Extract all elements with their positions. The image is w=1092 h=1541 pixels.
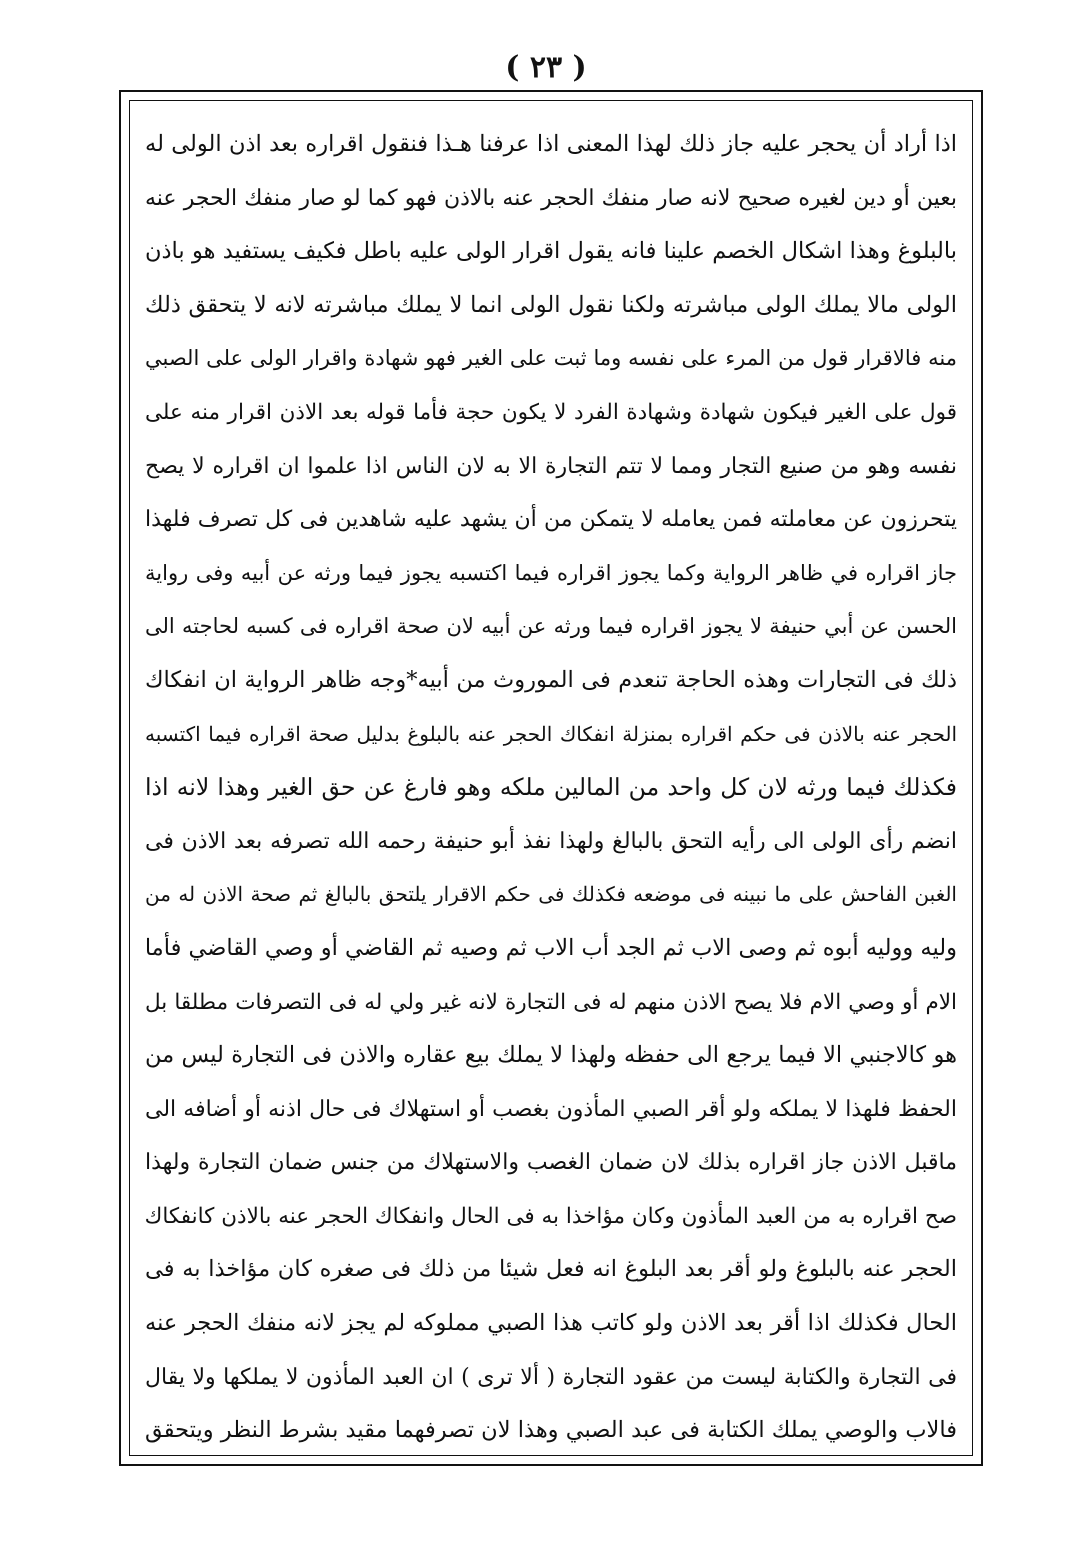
text-line: بالبلوغ وهذا اشكال الخصم علينا فانه يقول اقرار الولى عليه باطل فكيف يستفيد هو باذن (145, 238, 957, 265)
text-line: ماقبل الاذن جاز اقراره بذلك لان ضمان الغصب والاستهلاك من جنس ضمان التجارة ولهذا (145, 1150, 957, 1176)
text-line: جاز اقراره في ظاهر الرواية وكما يجوز اقراره فيما اكتسبه يجوز فيما ورثه عن أبيه وفى رواية (145, 560, 957, 585)
text-line: هو كالاجنبي الا فيما يرجع الى حفظه ولهذا لا يملك بيع عقاره والاذن فى التجارة ليس من (145, 1042, 957, 1069)
text-line: الغبن الفاحش على ما نبينه فى موضعه فكذلك فى حكم الاقرار يلتحق بالبالغ ثم صحة الاذن له من (145, 882, 957, 907)
text-line: فكذلك فيما ورثه لان كل واحد من المالين ملكه وهو فارغ عن حق الغير وهذا لانه اذا (145, 773, 957, 802)
text-line: صح اقراره به من العبد المأذون وكان مؤاخذا به فى الحال وانفكاك الحجر عنه بالاذن كانفكاك (145, 1203, 957, 1229)
text-line: الحال فكذلك اذا أقر بعد الاذن ولو كاتب هذا الصبي مملوكه لم يجز لانه منفك الحجر عنه (145, 1310, 957, 1337)
text-line: الولى مالا يملك الولى مباشرته ولكنا نقول الولى انما لا يملك مباشرته لانه لا يتحقق ذلك (145, 291, 957, 318)
text-line: الحجر عنه بالبلوغ ولو أقر بعد البلوغ انه فعل شيئا من ذلك فى صغره كان مؤاخذا به فى (145, 1256, 957, 1283)
text-line: منه فالاقرار قول من المرء على نفسه وما ثبت على الغير فهو شهادة واقرار الولى على الصبي (145, 346, 957, 371)
text-line: الحفظ فلهذا لا يملكه ولو أقر الصبي المأذون بغصب أو استهلاك فى حال اذنه أو أضافه الى (145, 1096, 957, 1122)
text-line: الحجر عنه بالاذن فى حكم اقراره بمنزلة انفكاك الحجر عنه بالبلوغ بدليل صحة اقراره فيما اكتسبه (145, 721, 957, 746)
text-line: فى التجارة والكتابة ليست من عقود التجارة ( ألا ترى ) ان العبد المأذون لا يملكها ولا يقال (145, 1364, 957, 1390)
text-line: وليه ووليه أبوه ثم وصى الاب ثم الجد أب الاب ثم وصيه ثم القاضي أو وصي القاضي فأما (145, 934, 957, 961)
text-line: الحسن عن أبي حنيفة لا يجوز اقراره فيما ورثه عن أبيه لان صحة اقراره فى كسبه لحاجته الى (145, 614, 957, 639)
text-line: ذلك فى التجارات وهذه الحاجة تنعدم فى الموروث من أبيه*وجه ظاهر الرواية ان انفكاك (145, 666, 957, 693)
text-line: قول على الغير فيكون شهادة وشهادة الفرد لا يكون حجة فأما قوله بعد الاذن اقرار منه على (145, 399, 957, 425)
text-line: نفسه وهو من صنيع التجار ومما لا تتم التجارة الا به لان الناس اذا علموا ان اقراره لا يصح (145, 453, 957, 479)
text-line: بعين أو دين لغيره صحيح لانه صار منفك الحجر عنه بالاذن فهو كما لو صار منفك الحجر عنه (145, 185, 957, 211)
body-text (145, 118, 957, 1458)
text-line: اذا أراد أن يحجر عليه جاز ذلك لهذا المعنى اذا عرفنا هـذا فنقول اقراره بعد اذن الولى له (145, 131, 957, 157)
page-number: ( ٢٣ ) (505, 50, 587, 85)
text-line: انضم رأى الولى الى رأيه التحق بالبالغ ولهذا نفذ أبو حنيفة رحمه الله تصرفه بعد الاذن فى (145, 828, 957, 854)
text-line: الام أو وصي الام فلا يصح الاذن منهم له فى التجارة لانه غير ولي له فى التصرفات مطلقا بل (145, 989, 957, 1015)
text-line: يتحرزون عن معاملته فمن يعامله لا يتمكن من أن يشهد عليه شاهدين فى كل تصرف فلهذا (145, 507, 957, 533)
text-line: فالاب والوصي يملك الكتابة فى عبد الصبي وهذا لان تصرفهما مقيد بشرط النظر ويتحقق (145, 1417, 957, 1444)
